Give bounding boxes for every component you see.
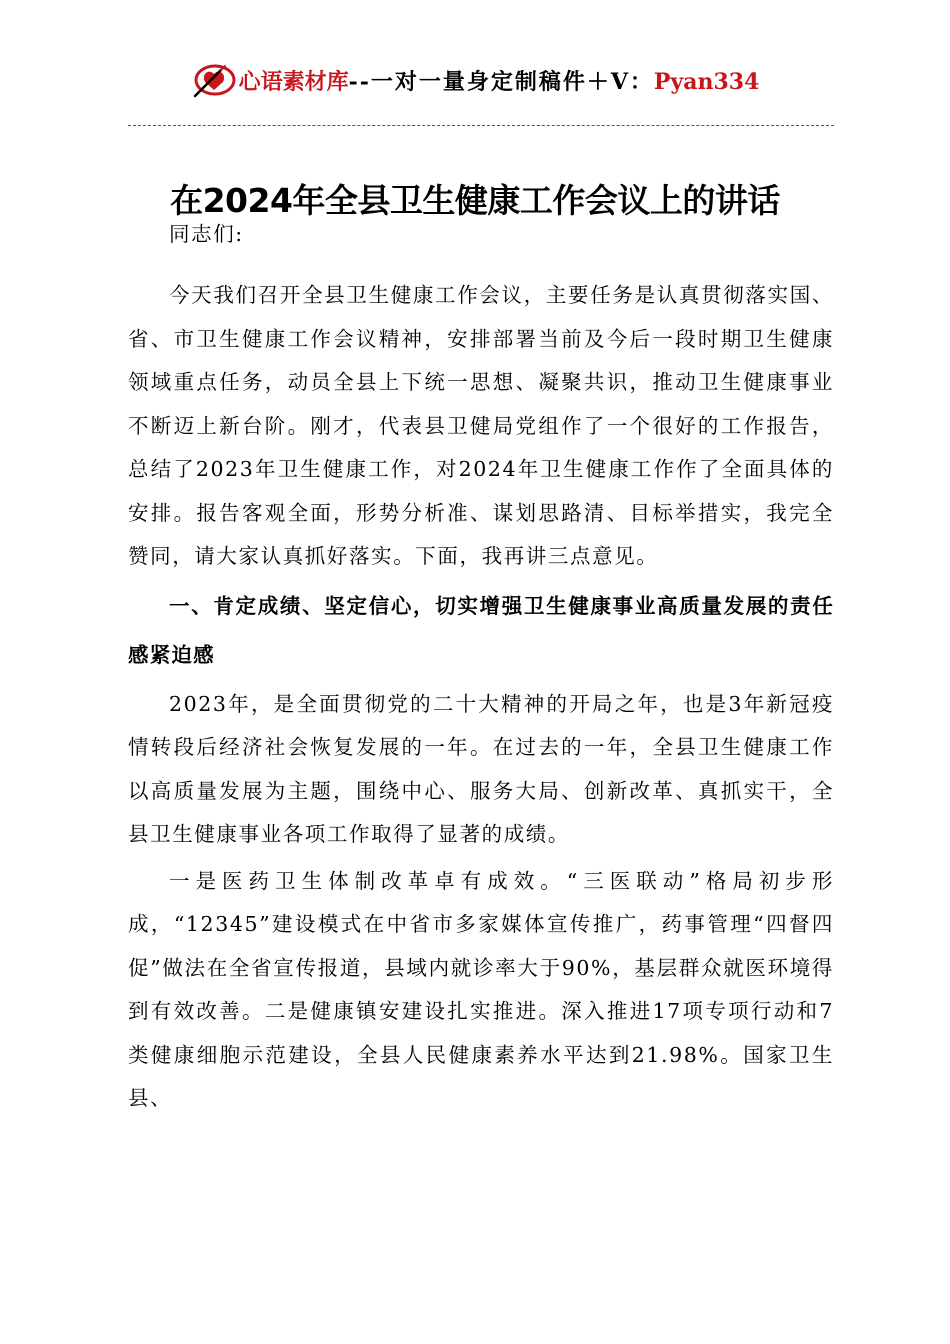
document-title: 在2024年全县卫生健康工作会议上的讲话 <box>170 181 780 220</box>
brand-slogan: --一对一量身定制稿件＋V： <box>348 68 654 95</box>
contact-id: Pyan334 <box>653 68 760 95</box>
page-header <box>0 58 950 102</box>
body-paragraph: 一是医药卫生体制改革卓有成效。“三医联动”格局初步形成，“12345”建设模式在中省市多家媒体宣传推广，药事管理“四督四促”做法在全省宣传报道，县域内就诊率大于90%，基层群众就医环境得到有效改善。二是健康镇安建设扎实推进。深入推进17项专项行动和7类健康细胞示范建设，全县人民健康素养水平达到21.98%。国家卫生县、 <box>128 868 834 1110</box>
header-banner-text <box>239 65 760 96</box>
section-heading: 一、肯定成绩、坚定信心，切实增强卫生健康事业高质量发展的责任感紧迫感 <box>128 593 834 667</box>
body-paragraph: 2023年，是全面贯彻党的二十大精神的开局之年，也是3年新冠疫情转段后经济社会恢复发展的一年。在过去的一年，全县卫生健康工作以高质量发展为主题，围绕中心、服务大局、创新改革、真抓实干，全县卫生健康事业各项工作取得了显著的成绩。 <box>128 691 834 846</box>
document-body <box>128 208 834 1121</box>
heart-pen-logo-icon <box>191 60 237 100</box>
brand-name: 心语素材库 <box>238 68 349 95</box>
header-divider <box>128 125 834 126</box>
body-paragraph: 今天我们召开全县卫生健康工作会议，主要任务是认真贯彻落实国、省、市卫生健康工作会议精神，安排部署当前及今后一段时期卫生健康领域重点任务，动员全县上下统一思想、凝聚共识，推动卫生健康事业不断迈上新台阶。刚才，代表县卫健局党组作了一个很好的工作报告，总结了2023年卫生健康工作，对2024年卫生健康工作作了全面具体的安排。报告客观全面，形势分析准、谋划思路清、目标举措实，我完全赞同，请大家认真抓好落实。下面，我再讲三点意见。 <box>128 283 834 568</box>
greeting: 同志们: <box>169 222 244 246</box>
